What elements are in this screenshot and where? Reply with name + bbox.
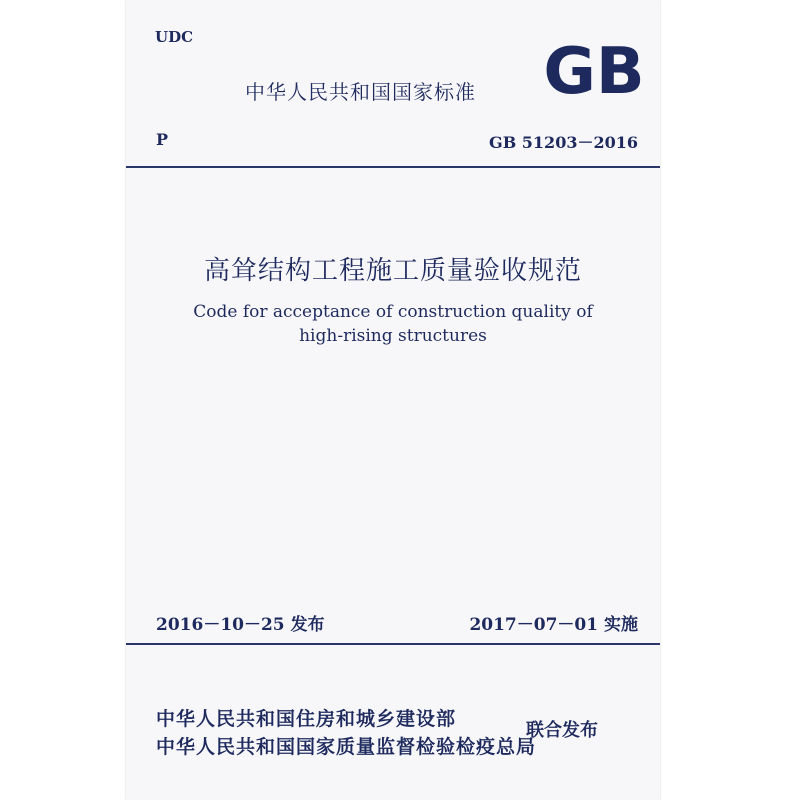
footer-divider xyxy=(126,643,660,645)
publisher-ministry-housing: 中华人民共和国住房和城乡建设部 xyxy=(156,708,457,730)
gb-logo xyxy=(539,36,649,102)
title-chinese: 高耸结构工程施工质量验收规范 xyxy=(203,256,582,286)
udc-label: UDC xyxy=(155,28,194,46)
publishers-block xyxy=(156,705,536,761)
effective-date: 2017－07－01 实施 xyxy=(469,615,638,635)
publisher-aqsiq: 中华人民共和国国家质量监督检验检疫总局 xyxy=(156,736,537,758)
title-english-line1: Code for acceptance of construction quality of xyxy=(193,302,593,322)
title-english xyxy=(126,300,660,348)
standard-number: GB 51203－2016 xyxy=(489,133,638,152)
classification-code: P xyxy=(156,130,169,149)
title-english-line2: high-rising structures xyxy=(299,326,487,346)
joint-release-label: 联合发布 xyxy=(526,720,598,741)
issue-date: 2016－10－25 发布 xyxy=(156,615,325,635)
standard-cover xyxy=(126,0,660,800)
header-divider xyxy=(126,166,660,168)
gb-logo-text: GB xyxy=(543,36,645,102)
national-standard-heading: 中华人民共和国国家标准 xyxy=(245,80,476,104)
